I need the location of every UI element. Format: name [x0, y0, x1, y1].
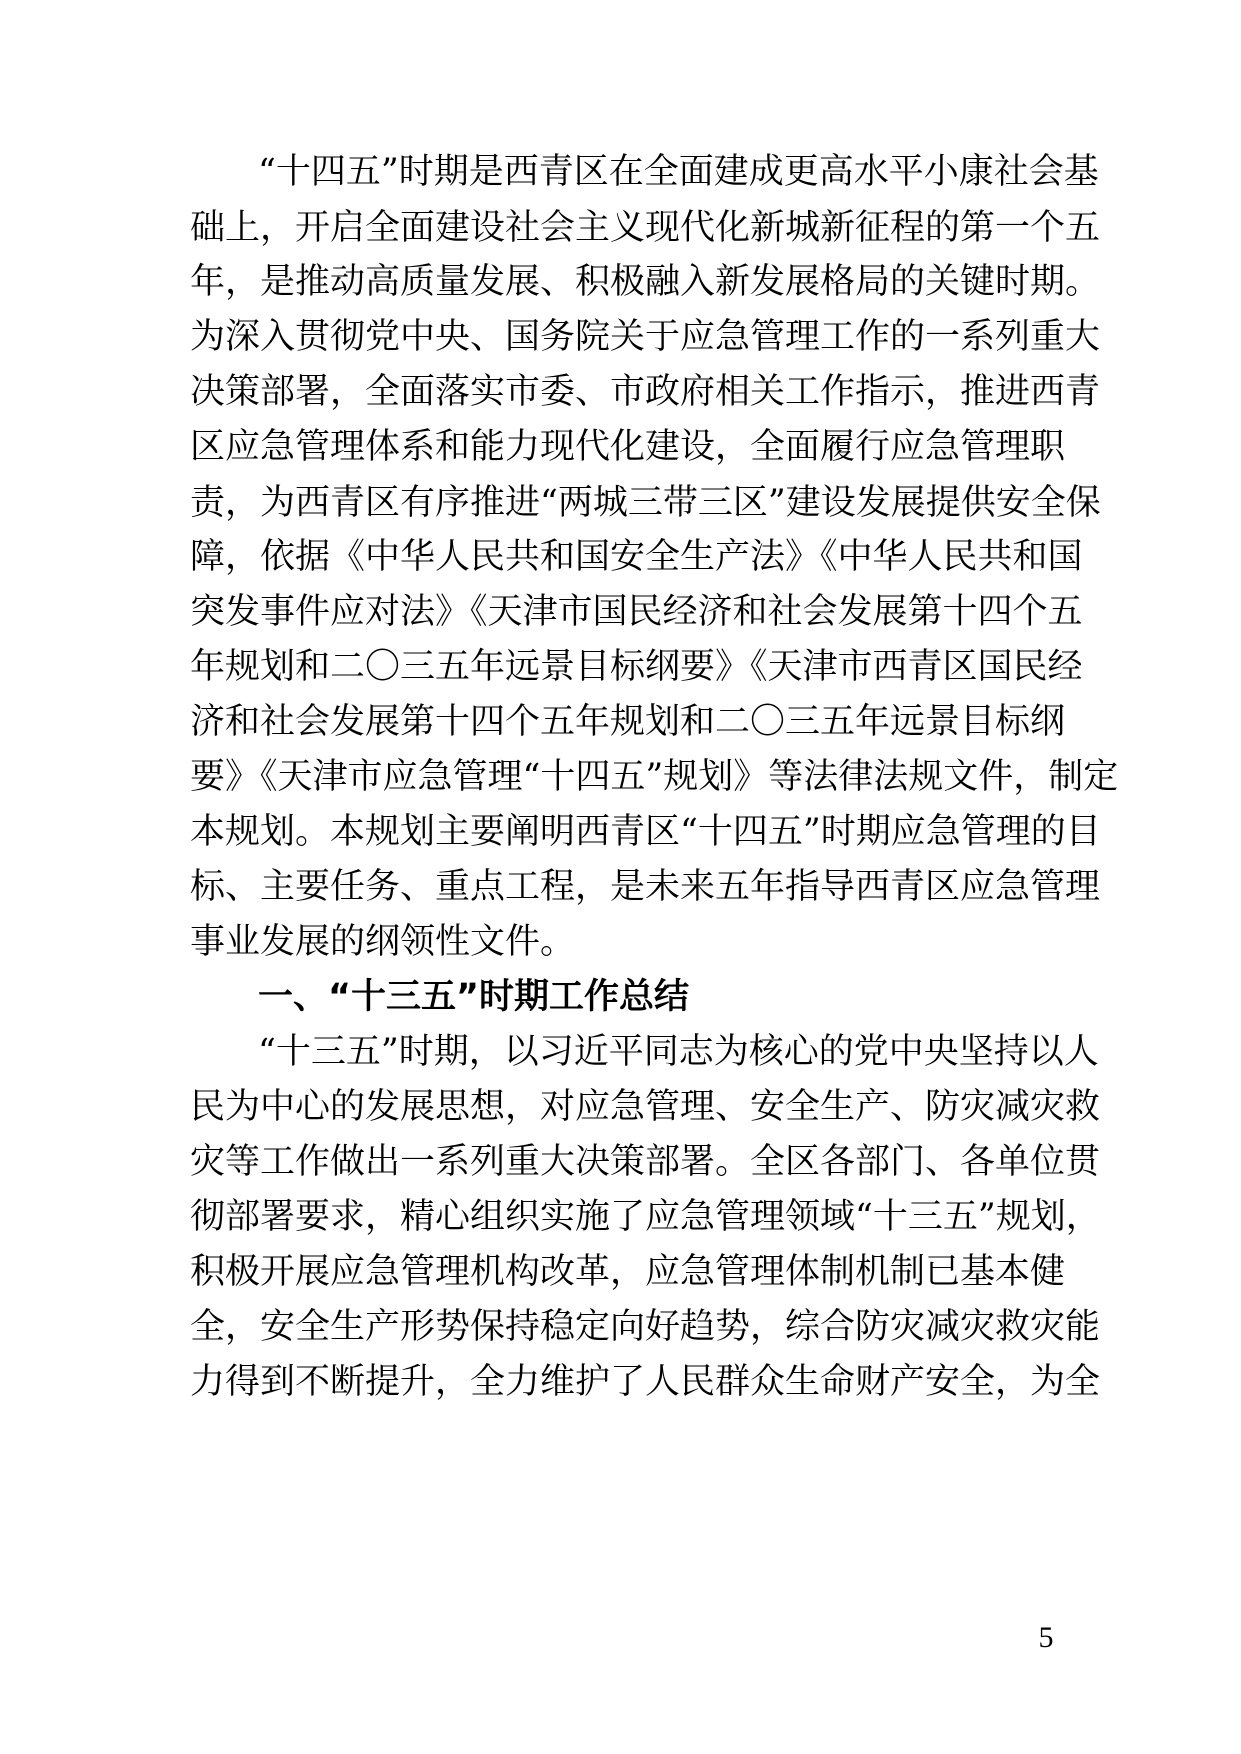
paragraph2-line-3: 灾等工作做出一系列重大决策部署。全区各部门、各单位贯 — [190, 1142, 1101, 1182]
paragraph1-line-8: 障，依据《中华人民共和国安全生产法》《中华人民共和国 — [190, 537, 1083, 577]
paragraph2-line-7: 力得到不断提升，全力维护了人民群众生命财产安全，为全 — [190, 1362, 1101, 1402]
page-number: 5 — [1038, 1621, 1054, 1654]
paragraph2-line-2: 民为中心的发展思想，对应急管理、安全生产、防灾减灾救 — [190, 1087, 1101, 1127]
paragraph1-line-5: 决策部署，全面落实市委、市政府相关工作指示，推进西青 — [190, 372, 1101, 412]
paragraph1-line-14: 标、主要任务、重点工程，是未来五年指导西青区应急管理 — [190, 867, 1101, 907]
paragraph1-line-12: 要》《天津市应急管理“十四五”规划》等法律法规文件，制定 — [190, 757, 1119, 797]
paragraph1-line-1: “十四五”时期是西青区在全面建成更高水平小康社会基 — [258, 152, 1099, 192]
paragraph1-line-2: 础上，开启全面建设社会主义现代化新城新征程的第一个五 — [190, 208, 1101, 248]
paragraph1-line-11: 济和社会发展第十四个五年规划和二〇三五年远景目标纲 — [190, 702, 1066, 742]
paragraph1-line-3: 年，是推动高质量发展、积极融入新发展格局的关键时期。 — [190, 262, 1101, 302]
paragraph2-line-5: 积极开展应急管理机构改革，应急管理体制机制已基本健 — [190, 1252, 1066, 1292]
paragraph1-line-13: 本规划。本规划主要阐明西青区“十四五”时期应急管理的目 — [190, 812, 1101, 852]
paragraph1-line-7: 责，为西青区有序推进“两城三带三区”建设发展提供安全保 — [190, 483, 1101, 523]
paragraph1-line-9: 突发事件应对法》《天津市国民经济和社会发展第十四个五 — [190, 592, 1083, 632]
section-heading: 一、“十三五”时期工作总结 — [258, 977, 690, 1017]
paragraph1-line-10: 年规划和二〇三五年远景目标纲要》《天津市西青区国民经 — [190, 647, 1083, 687]
paragraph1-line-4: 为深入贯彻党中央、国务院关于应急管理工作的一系列重大 — [190, 317, 1101, 357]
paragraph2-line-4: 彻部署要求，精心组织实施了应急管理领域“十三五”规划， — [190, 1197, 1101, 1237]
paragraph2-line-1: “十三五”时期，以习近平同志为核心的党中央坚持以人 — [258, 1032, 1099, 1072]
paragraph1-line-15: 事业发展的纲领性文件。 — [190, 922, 576, 962]
paragraph1-line-6: 区应急管理体系和能力现代化建设，全面履行应急管理职 — [190, 427, 1066, 467]
paragraph2-line-6: 全，安全生产形势保持稳定向好趋势，综合防灾减灾救灾能 — [190, 1307, 1101, 1347]
